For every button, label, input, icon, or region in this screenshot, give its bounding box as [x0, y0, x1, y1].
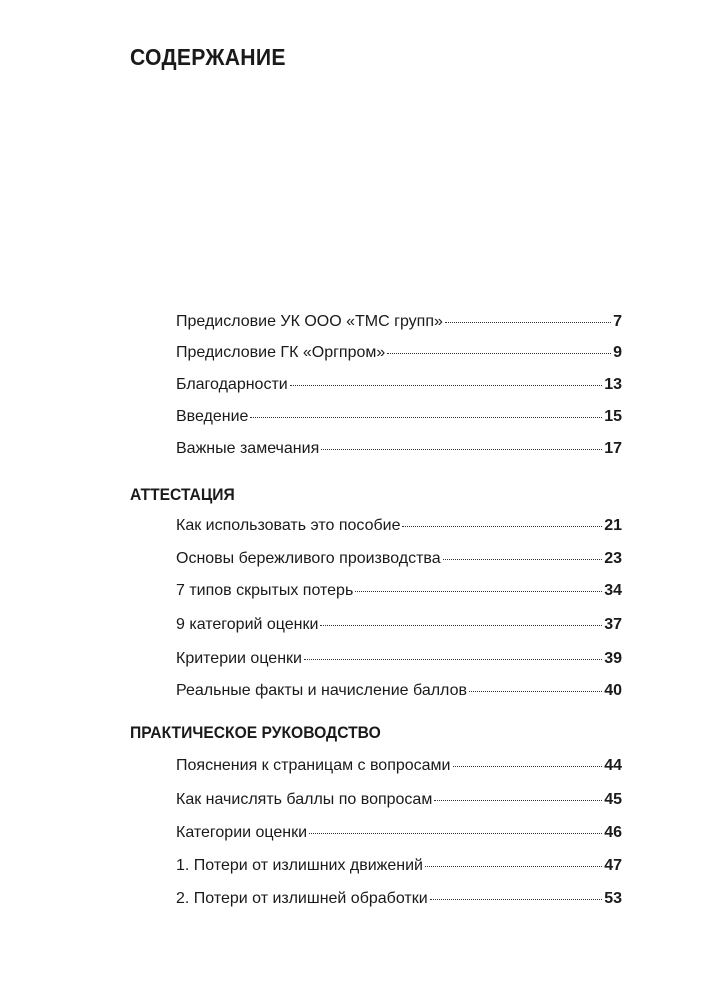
toc-entry-page: 37 — [604, 616, 622, 633]
toc-entry[interactable] — [176, 614, 622, 636]
toc-entry[interactable] — [176, 822, 622, 844]
toc-entry[interactable] — [176, 680, 622, 702]
dot-leader — [387, 339, 611, 354]
dot-leader — [430, 885, 603, 900]
toc-entry-label: Реальные факты и начисление баллов — [176, 682, 467, 699]
toc-entry-label: Введение — [176, 408, 249, 425]
toc-entry-label: 2. Потери от излишней обработки — [176, 890, 428, 907]
toc-entry-page: 15 — [604, 408, 622, 425]
toc-entry[interactable] — [176, 580, 622, 602]
toc-entry[interactable] — [176, 888, 622, 910]
toc-entry-label: Важные замечания — [176, 440, 320, 457]
toc-entry-label: Предисловие УК ООО «ТМС групп» — [176, 313, 443, 330]
dot-leader — [321, 435, 602, 450]
toc-entry[interactable] — [176, 406, 622, 428]
toc-entry-page: 53 — [604, 890, 622, 907]
toc-entry-page: 13 — [604, 376, 622, 393]
toc-entry-label: 9 категорий оценки — [176, 616, 319, 633]
toc-entry-label: Благодарности — [176, 376, 288, 393]
dot-leader — [445, 308, 611, 323]
toc-entry-label: Категории оценки — [176, 824, 308, 841]
dot-leader — [290, 371, 602, 386]
toc-entry[interactable] — [176, 648, 622, 670]
toc-entry-page: 7 — [613, 313, 622, 330]
dot-leader — [434, 786, 602, 801]
toc-entry-label: Предисловие ГК «Оргпром» — [176, 344, 386, 361]
toc-entry[interactable] — [176, 374, 622, 396]
page-title: СОДЕРЖАНИЕ — [130, 44, 286, 70]
dot-leader — [453, 752, 603, 767]
section-title: АТТЕСТАЦИЯ — [130, 485, 235, 504]
toc-entry-label: Критерии оценки — [176, 650, 302, 667]
toc-entry[interactable] — [176, 438, 622, 460]
dot-leader — [250, 403, 602, 418]
toc-entry-page: 34 — [604, 582, 622, 599]
toc-entry-label: Пояснения к страницам с вопросами — [176, 757, 451, 774]
toc-entry-page: 23 — [604, 550, 622, 567]
toc-entry[interactable] — [176, 311, 622, 333]
toc-entry-page: 17 — [604, 440, 622, 457]
toc-entry[interactable] — [176, 789, 622, 811]
dot-leader — [402, 512, 602, 527]
toc-entry-label: 7 типов скрытых потерь — [176, 582, 354, 599]
toc-entry-label: Как использовать это пособие — [176, 517, 401, 534]
toc-entry-page: 39 — [604, 650, 622, 667]
toc-entry[interactable] — [176, 755, 622, 777]
toc-entry-page: 21 — [604, 517, 622, 534]
toc-entry-page: 44 — [604, 757, 622, 774]
toc-entry-page: 46 — [604, 824, 622, 841]
toc-entry[interactable] — [176, 855, 622, 877]
toc-entry[interactable] — [176, 548, 622, 570]
dot-leader — [304, 645, 602, 660]
toc-entry[interactable] — [176, 342, 622, 364]
toc-entry-page: 9 — [613, 344, 622, 361]
dot-leader — [309, 819, 602, 834]
toc-entry-page: 47 — [604, 857, 622, 874]
toc-entry-page: 45 — [604, 791, 622, 808]
dot-leader — [443, 545, 603, 560]
dot-leader — [469, 677, 602, 692]
toc-entry-label: 1. Потери от излишних движений — [176, 857, 423, 874]
toc-entry-label: Как начислять баллы по вопросам — [176, 791, 433, 808]
toc-entry-page: 40 — [604, 682, 622, 699]
toc-entry-label: Основы бережливого производства — [176, 550, 441, 567]
dot-leader — [425, 852, 602, 867]
section-title: ПРАКТИЧЕСКОЕ РУКОВОДСТВО — [130, 723, 381, 742]
dot-leader — [320, 611, 602, 626]
toc-entry[interactable] — [176, 515, 622, 537]
dot-leader — [355, 577, 602, 592]
